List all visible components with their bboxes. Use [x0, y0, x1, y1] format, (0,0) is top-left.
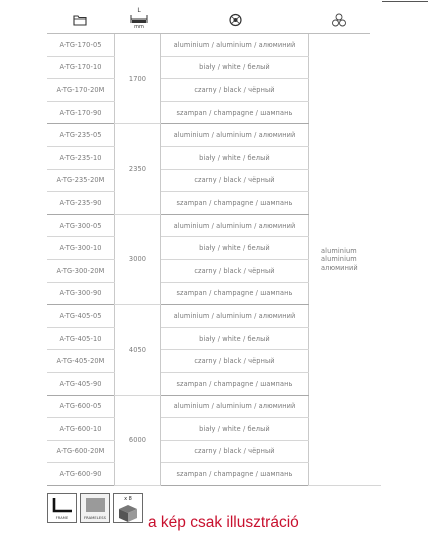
color-cell: aluminium / aluminium / алюминий [161, 214, 309, 237]
product-code-cell: A-TG-170-10 [47, 56, 115, 79]
length-cell: 2350 [115, 124, 161, 214]
roll-icon [229, 8, 242, 34]
product-code-cell: A-TG-300-05 [47, 214, 115, 237]
product-code-cell: A-TG-170-20M [47, 79, 115, 102]
product-code-cell: A-TG-300-90 [47, 282, 115, 305]
product-code-cell: A-TG-235-90 [47, 192, 115, 215]
material-line: алюминий [321, 263, 358, 272]
material-line: aluminium [321, 255, 357, 264]
color-cell: szampan / champagne / шампань [161, 101, 309, 124]
material-line: aluminium [321, 246, 357, 255]
color-cell: szampan / champagne / шампань [161, 372, 309, 395]
product-code-cell: A-TG-170-05 [47, 34, 115, 56]
color-cell: czarny / black / чёрный [161, 259, 309, 282]
frame-label: FRAME [55, 516, 69, 520]
box-icon [114, 503, 142, 523]
color-cell: biały / white / белый [161, 327, 309, 350]
product-code-cell: A-TG-300-10 [47, 237, 115, 260]
top-right-rule [382, 1, 428, 2]
frameless-badge [80, 493, 110, 523]
product-code-cell: A-TG-235-20M [47, 169, 115, 192]
box-count: x 8 [124, 496, 132, 502]
color-cell: aluminium / aluminium / алюминий [161, 124, 309, 147]
color-cell: aluminium / aluminium / алюминий [161, 34, 309, 56]
product-code-cell: A-TG-600-05 [47, 395, 115, 418]
color-cell: biały / white / белый [161, 237, 309, 260]
product-table [47, 34, 381, 486]
frameless-label: FRAMELESS [84, 516, 106, 520]
length-cell: 6000 [115, 395, 161, 485]
frame-badge [47, 493, 77, 523]
material-icon [331, 8, 347, 34]
color-cell: czarny / black / чёрный [161, 169, 309, 192]
folder-icon [73, 8, 87, 34]
product-code-cell: A-TG-300-20M [47, 259, 115, 282]
color-cell: aluminium / aluminium / алюминий [161, 395, 309, 418]
product-code-cell: A-TG-170-90 [47, 101, 115, 124]
length-icon [130, 8, 148, 34]
color-cell: aluminium / aluminium / алюминий [161, 305, 309, 328]
product-code-cell: A-TG-405-10 [47, 327, 115, 350]
product-code-cell: A-TG-405-90 [47, 372, 115, 395]
length-cell: 1700 [115, 34, 161, 124]
color-cell: czarny / black / чёрный [161, 350, 309, 373]
color-cell: biały / white / белый [161, 56, 309, 79]
length-unit: mm [134, 24, 144, 30]
product-code-cell: A-TG-405-05 [47, 305, 115, 328]
color-cell: szampan / champagne / шампань [161, 282, 309, 305]
illustration-caption: a kép csak illusztráció [148, 514, 299, 531]
length-cell: 3000 [115, 214, 161, 304]
table-row [47, 34, 381, 56]
product-code-cell: A-TG-235-10 [47, 146, 115, 169]
product-code-cell: A-TG-235-05 [47, 124, 115, 147]
product-code-cell: A-TG-405-20M [47, 350, 115, 373]
material-cell [309, 34, 382, 485]
length-symbol: L [137, 7, 141, 14]
box-quantity-badge [113, 493, 143, 523]
badge-row [47, 493, 143, 523]
color-cell: biały / white / белый [161, 418, 309, 441]
length-cell: 4050 [115, 305, 161, 395]
product-code-cell: A-TG-600-90 [47, 463, 115, 486]
color-cell: szampan / champagne / шампань [161, 463, 309, 486]
product-code-cell: A-TG-600-10 [47, 418, 115, 441]
color-cell: czarny / black / чёрный [161, 440, 309, 463]
color-cell: biały / white / белый [161, 146, 309, 169]
product-code-cell: A-TG-600-20M [47, 440, 115, 463]
color-cell: czarny / black / чёрный [161, 79, 309, 102]
color-cell: szampan / champagne / шампань [161, 192, 309, 215]
